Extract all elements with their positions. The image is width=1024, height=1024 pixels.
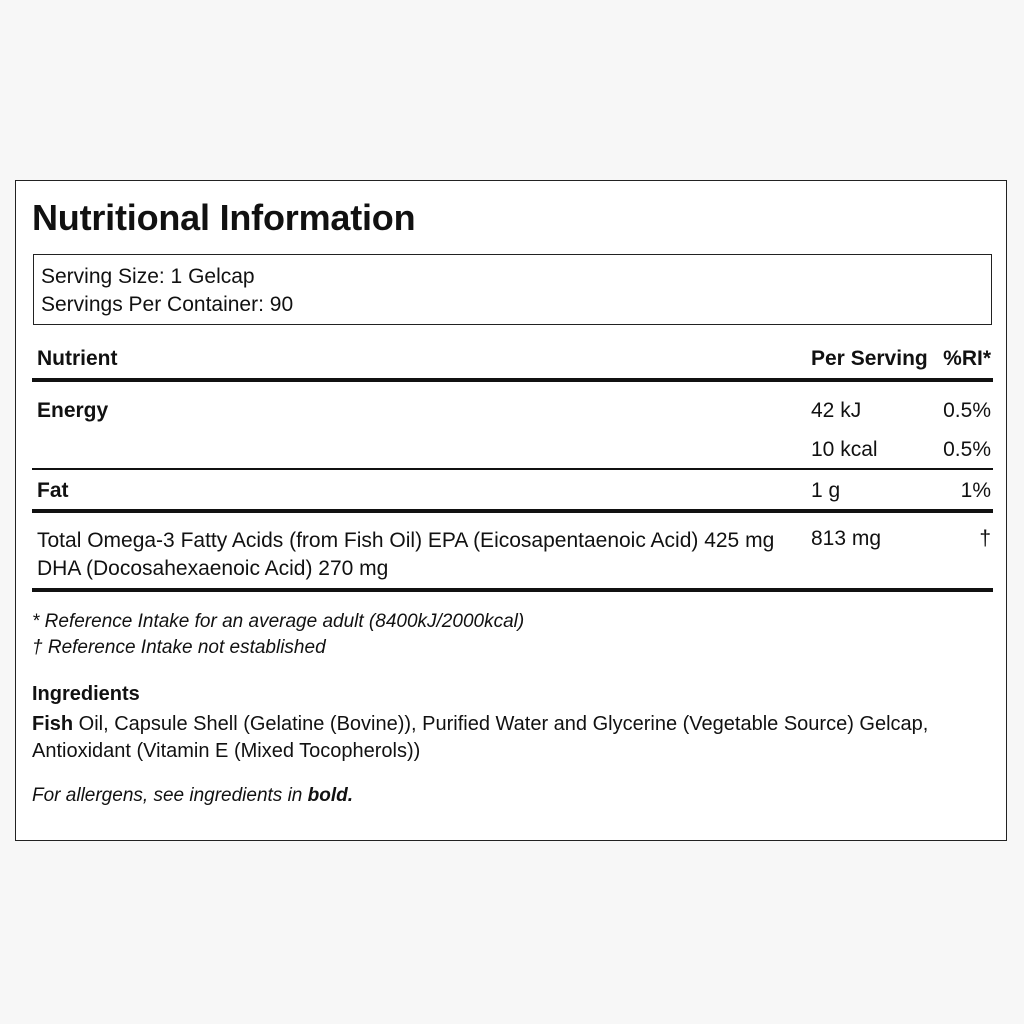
omega3-value: 813 mg [811,527,882,550]
header-divider [32,378,993,382]
energy-kj-ri: 0.5% [943,399,991,422]
allergen-note-text: For allergens, see ingredients in [32,785,308,806]
allergen-note [32,785,353,807]
footnote-dagger: † Reference Intake not established [32,637,326,658]
header-ri: %RI* [943,347,991,370]
allergen-note-bold: bold. [307,785,354,806]
fat-divider [32,509,993,513]
energy-divider [32,468,993,470]
fat-ri: 1% [960,479,991,502]
omega3-name: Total Omega-3 Fatty Acids (from Fish Oil) EPA (Eicosapentaenoic Acid) 425 mg DHA (Docosahexaenoic Acid) 270 mg [37,529,775,580]
energy-kj-value: 42 kJ [811,399,862,422]
energy-name: Energy [37,399,109,422]
header-per-serving: Per Serving [811,347,928,370]
ingredients-text [32,711,962,765]
header-nutrient: Nutrient [37,347,118,370]
table-bottom-divider [32,588,993,592]
ingredients-heading: Ingredients [32,683,140,705]
fat-value: 1 g [811,479,841,502]
servings-per-container: Servings Per Container: 90 [41,293,294,316]
serving-info-box [33,254,992,325]
table-row-omega3 [37,527,991,587]
footnote-ri: * Reference Intake for an average adult (8400kJ/2000kcal) [32,611,525,632]
energy-kcal-ri: 0.5% [943,438,991,461]
fat-name: Fat [37,479,69,502]
ingredients-list: Oil, Capsule Shell (Gelatine (Bovine)), Purified Water and Glycerine (Vegetable Source) Gelcap, Antioxidant (Vitamin E (Mixed Tocopherols)) [32,713,929,762]
allergen-fish: Fish [32,713,74,735]
serving-size: Serving Size: 1 Gelcap [41,265,255,288]
omega3-ri: † [979,527,991,550]
nutrition-label [15,180,1007,841]
energy-kcal-value: 10 kcal [811,438,878,461]
label-title: Nutritional Information [32,197,416,238]
